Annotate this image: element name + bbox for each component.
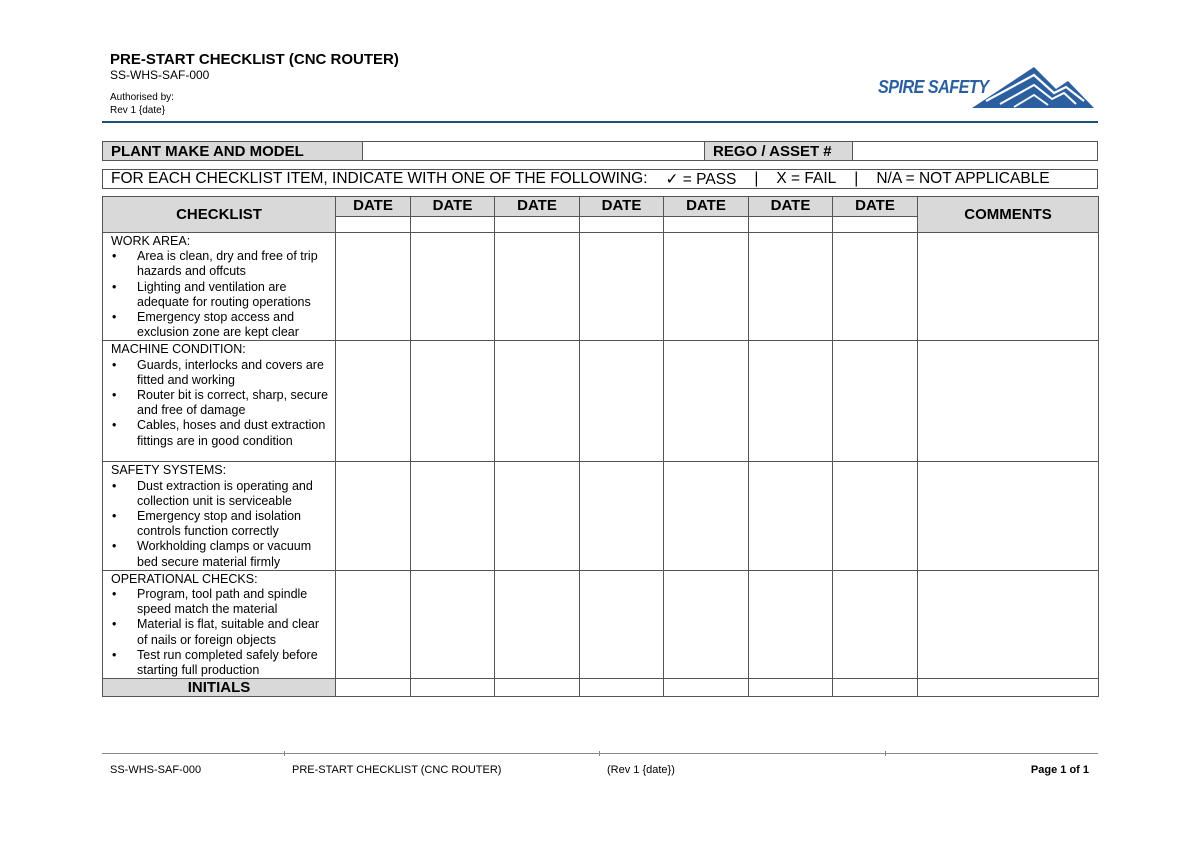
- initials-cell[interactable]: [664, 679, 749, 697]
- list-item: • Workholding clamps or vacuum bed secure material firmly: [111, 539, 329, 569]
- checklist-table: [102, 196, 1099, 697]
- list-item: • Guards, interlocks and covers are fitted and working: [111, 358, 329, 388]
- date-entry-field[interactable]: [495, 217, 580, 233]
- check-cell[interactable]: [411, 570, 495, 678]
- plant-make-model-label: PLANT MAKE AND MODEL: [103, 142, 363, 160]
- check-cell[interactable]: [411, 233, 495, 341]
- checklist-items: [111, 249, 329, 340]
- check-cell[interactable]: [495, 233, 580, 341]
- table-row: [103, 570, 1099, 678]
- legend-not-applicable: N/A = NOT APPLICABLE: [876, 170, 1050, 187]
- check-cell[interactable]: [336, 233, 411, 341]
- date-header: DATE: [664, 197, 749, 217]
- list-item: • Lighting and ventilation are adequate for routing operations: [111, 280, 329, 310]
- footer-page-number: Page 1 of 1: [1030, 764, 1089, 776]
- header-divider: [102, 121, 1098, 123]
- legend-row: [102, 169, 1098, 189]
- date-entry-field[interactable]: [411, 217, 495, 233]
- section-machine-condition: [103, 341, 336, 462]
- document-title: PRE-START CHECKLIST (CNC ROUTER): [110, 51, 399, 68]
- date-entry-field[interactable]: [580, 217, 664, 233]
- check-cell[interactable]: [336, 462, 411, 570]
- section-safety-systems: [103, 462, 336, 570]
- check-cell[interactable]: [664, 462, 749, 570]
- list-item: • Emergency stop access and exclusion zone are kept clear: [111, 310, 329, 340]
- initials-comment-cell[interactable]: [918, 679, 1099, 697]
- check-cell[interactable]: [411, 341, 495, 462]
- initials-cell[interactable]: [411, 679, 495, 697]
- check-cell[interactable]: [664, 570, 749, 678]
- check-cell[interactable]: [495, 570, 580, 678]
- list-item: • Material is flat, suitable and clear of nails or foreign objects: [111, 617, 329, 647]
- rego-asset-field[interactable]: [853, 142, 1097, 160]
- rego-asset-label: REGO / ASSET #: [705, 142, 853, 160]
- footer-title: PRE-START CHECKLIST (CNC ROUTER): [292, 764, 502, 776]
- legend-separator: |: [854, 170, 859, 187]
- footer-tick: [284, 751, 285, 756]
- check-cell[interactable]: [749, 341, 833, 462]
- date-header: DATE: [580, 197, 664, 217]
- footer-tick: [599, 751, 600, 756]
- comments-header: COMMENTS: [918, 197, 1099, 233]
- check-cell[interactable]: [580, 233, 664, 341]
- list-item: • Program, tool path and spindle speed match the material: [111, 587, 329, 617]
- date-header: DATE: [833, 197, 918, 217]
- initials-cell[interactable]: [749, 679, 833, 697]
- initials-cell[interactable]: [336, 679, 411, 697]
- check-cell[interactable]: [336, 341, 411, 462]
- table-row: [103, 462, 1099, 570]
- check-cell[interactable]: [833, 233, 918, 341]
- footer-code: SS-WHS-SAF-000: [110, 764, 202, 776]
- mountain-logo-icon: [972, 63, 1094, 111]
- initials-cell[interactable]: [580, 679, 664, 697]
- section-title: MACHINE CONDITION:: [111, 342, 246, 357]
- revision-label: Rev 1 {date}: [110, 105, 166, 116]
- date-header: DATE: [411, 197, 495, 217]
- check-cell[interactable]: [833, 462, 918, 570]
- section-work-area: [103, 233, 336, 341]
- initials-label: INITIALS: [103, 679, 336, 697]
- date-header: DATE: [749, 197, 833, 217]
- list-item: • Area is clean, dry and free of trip hazards and offcuts: [111, 249, 329, 279]
- comment-cell[interactable]: [918, 233, 1099, 341]
- table-row: [103, 233, 1099, 341]
- check-cell[interactable]: [336, 570, 411, 678]
- check-cell[interactable]: [749, 233, 833, 341]
- check-cell[interactable]: [833, 570, 918, 678]
- date-header: DATE: [336, 197, 411, 217]
- date-entry-field[interactable]: [749, 217, 833, 233]
- initials-cell[interactable]: [495, 679, 580, 697]
- footer-tick: [885, 751, 886, 756]
- date-entry-field[interactable]: [664, 217, 749, 233]
- plant-make-model-field[interactable]: [363, 142, 705, 160]
- list-item: • Test run completed safely before starting full production: [111, 648, 329, 678]
- authorisation-block: [110, 91, 174, 117]
- table-row: [103, 341, 1099, 462]
- check-cell[interactable]: [495, 462, 580, 570]
- company-logo: [876, 63, 1094, 113]
- check-cell[interactable]: [664, 233, 749, 341]
- footer-revision: (Rev 1 {date}): [607, 764, 675, 776]
- initials-cell[interactable]: [833, 679, 918, 697]
- list-item: • Emergency stop and isolation controls function correctly: [111, 509, 329, 539]
- check-cell[interactable]: [580, 462, 664, 570]
- check-cell[interactable]: [411, 462, 495, 570]
- check-cell[interactable]: [580, 341, 664, 462]
- checklist-items: [111, 587, 329, 678]
- footer-divider: [102, 753, 1098, 754]
- document-code: SS-WHS-SAF-000: [110, 68, 210, 82]
- comment-cell[interactable]: [918, 341, 1099, 462]
- checklist-items: [111, 358, 329, 449]
- check-cell[interactable]: [495, 341, 580, 462]
- section-operational-checks: [103, 570, 336, 678]
- section-title: OPERATIONAL CHECKS:: [111, 571, 258, 586]
- check-cell[interactable]: [749, 570, 833, 678]
- check-cell[interactable]: [749, 462, 833, 570]
- comment-cell[interactable]: [918, 462, 1099, 570]
- list-item: • Cables, hoses and dust extraction fittings are in good condition: [111, 418, 329, 448]
- date-header: DATE: [495, 197, 580, 217]
- section-title: WORK AREA:: [111, 234, 191, 248]
- initials-row: [103, 679, 1099, 697]
- legend-fail: X = FAIL: [776, 170, 837, 187]
- check-cell[interactable]: [580, 570, 664, 678]
- checklist-header: CHECKLIST: [103, 197, 336, 233]
- comment-cell[interactable]: [918, 570, 1099, 678]
- plant-info-row: [102, 141, 1098, 161]
- authorised-by-label: Authorised by:: [110, 92, 174, 103]
- legend-pass: ✓ = PASS: [665, 170, 737, 188]
- section-title: SAFETY SYSTEMS:: [111, 463, 227, 478]
- check-cell[interactable]: [833, 341, 918, 462]
- legend-separator: |: [754, 170, 759, 187]
- date-entry-field[interactable]: [833, 217, 918, 233]
- check-cell[interactable]: [664, 341, 749, 462]
- list-item: • Router bit is correct, sharp, secure and free of damage: [111, 388, 329, 418]
- checklist-items: [111, 479, 329, 570]
- logo-text: SPIRE SAFETY: [878, 77, 989, 97]
- list-item: • Dust extraction is operating and collection unit is serviceable: [111, 479, 329, 509]
- legend-instruction: FOR EACH CHECKLIST ITEM, INDICATE WITH ONE OF THE FOLLOWING:: [111, 170, 648, 187]
- date-entry-field[interactable]: [336, 217, 411, 233]
